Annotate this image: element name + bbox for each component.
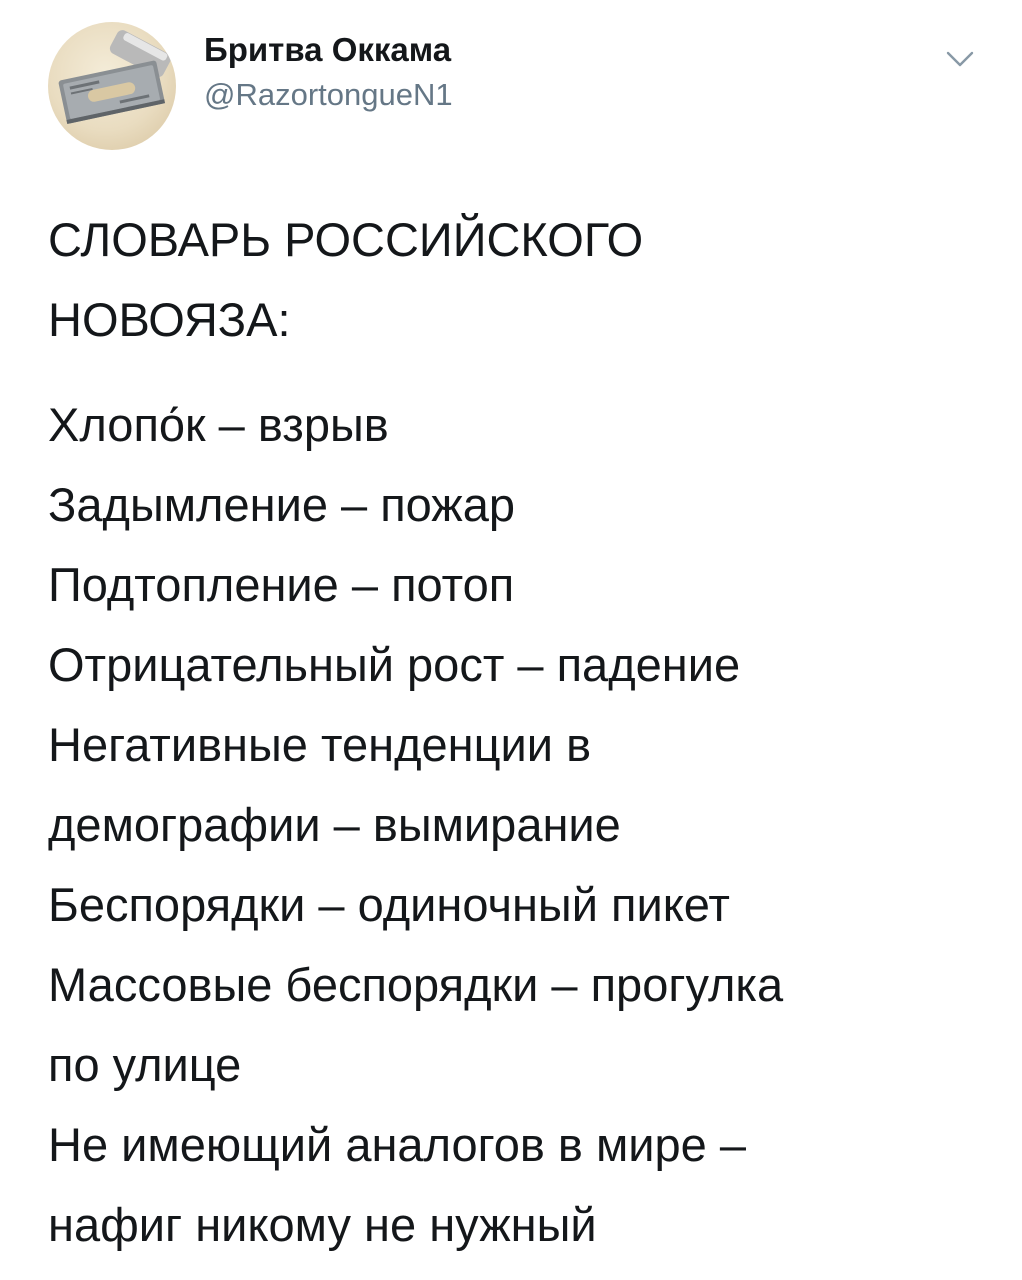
chevron-down-icon (940, 38, 980, 78)
glossary-line: Задымление – пожар (48, 478, 515, 531)
glossary-line: по улице (48, 1038, 242, 1091)
glossary-list (48, 385, 988, 1265)
tweet-menu-button[interactable] (940, 38, 980, 78)
paragraph-gap (48, 360, 988, 385)
author-handle[interactable]: @RazortongueN1 (204, 77, 453, 112)
glossary-line: Не имеющий аналогов в мире – (48, 1118, 747, 1171)
heading-line: НОВОЯЗА: (48, 293, 291, 346)
author-display-name[interactable]: Бритва Оккама (204, 31, 452, 68)
tweet-text (48, 200, 988, 1265)
glossary-line: демографии – вымирание (48, 798, 621, 851)
glossary-line: нафиг никому не нужный (48, 1198, 597, 1251)
heading-line: СЛОВАРЬ РОССИЙСКОГО (48, 213, 644, 266)
glossary-line: Подтопление – потоп (48, 558, 515, 611)
glossary-line: Отрицательный рост – падение (48, 638, 741, 691)
razor-blade-icon (48, 22, 176, 150)
glossary-line: Негативные тенденции в (48, 718, 592, 771)
author-block[interactable] (204, 30, 453, 114)
glossary-line: Хлопо́к – взрыв (48, 398, 389, 451)
avatar[interactable] (48, 22, 176, 150)
glossary-line: Массовые беспорядки – прогулка (48, 958, 784, 1011)
tweet-heading (48, 200, 988, 360)
glossary-line: Беспорядки – одиночный пикет (48, 878, 730, 931)
